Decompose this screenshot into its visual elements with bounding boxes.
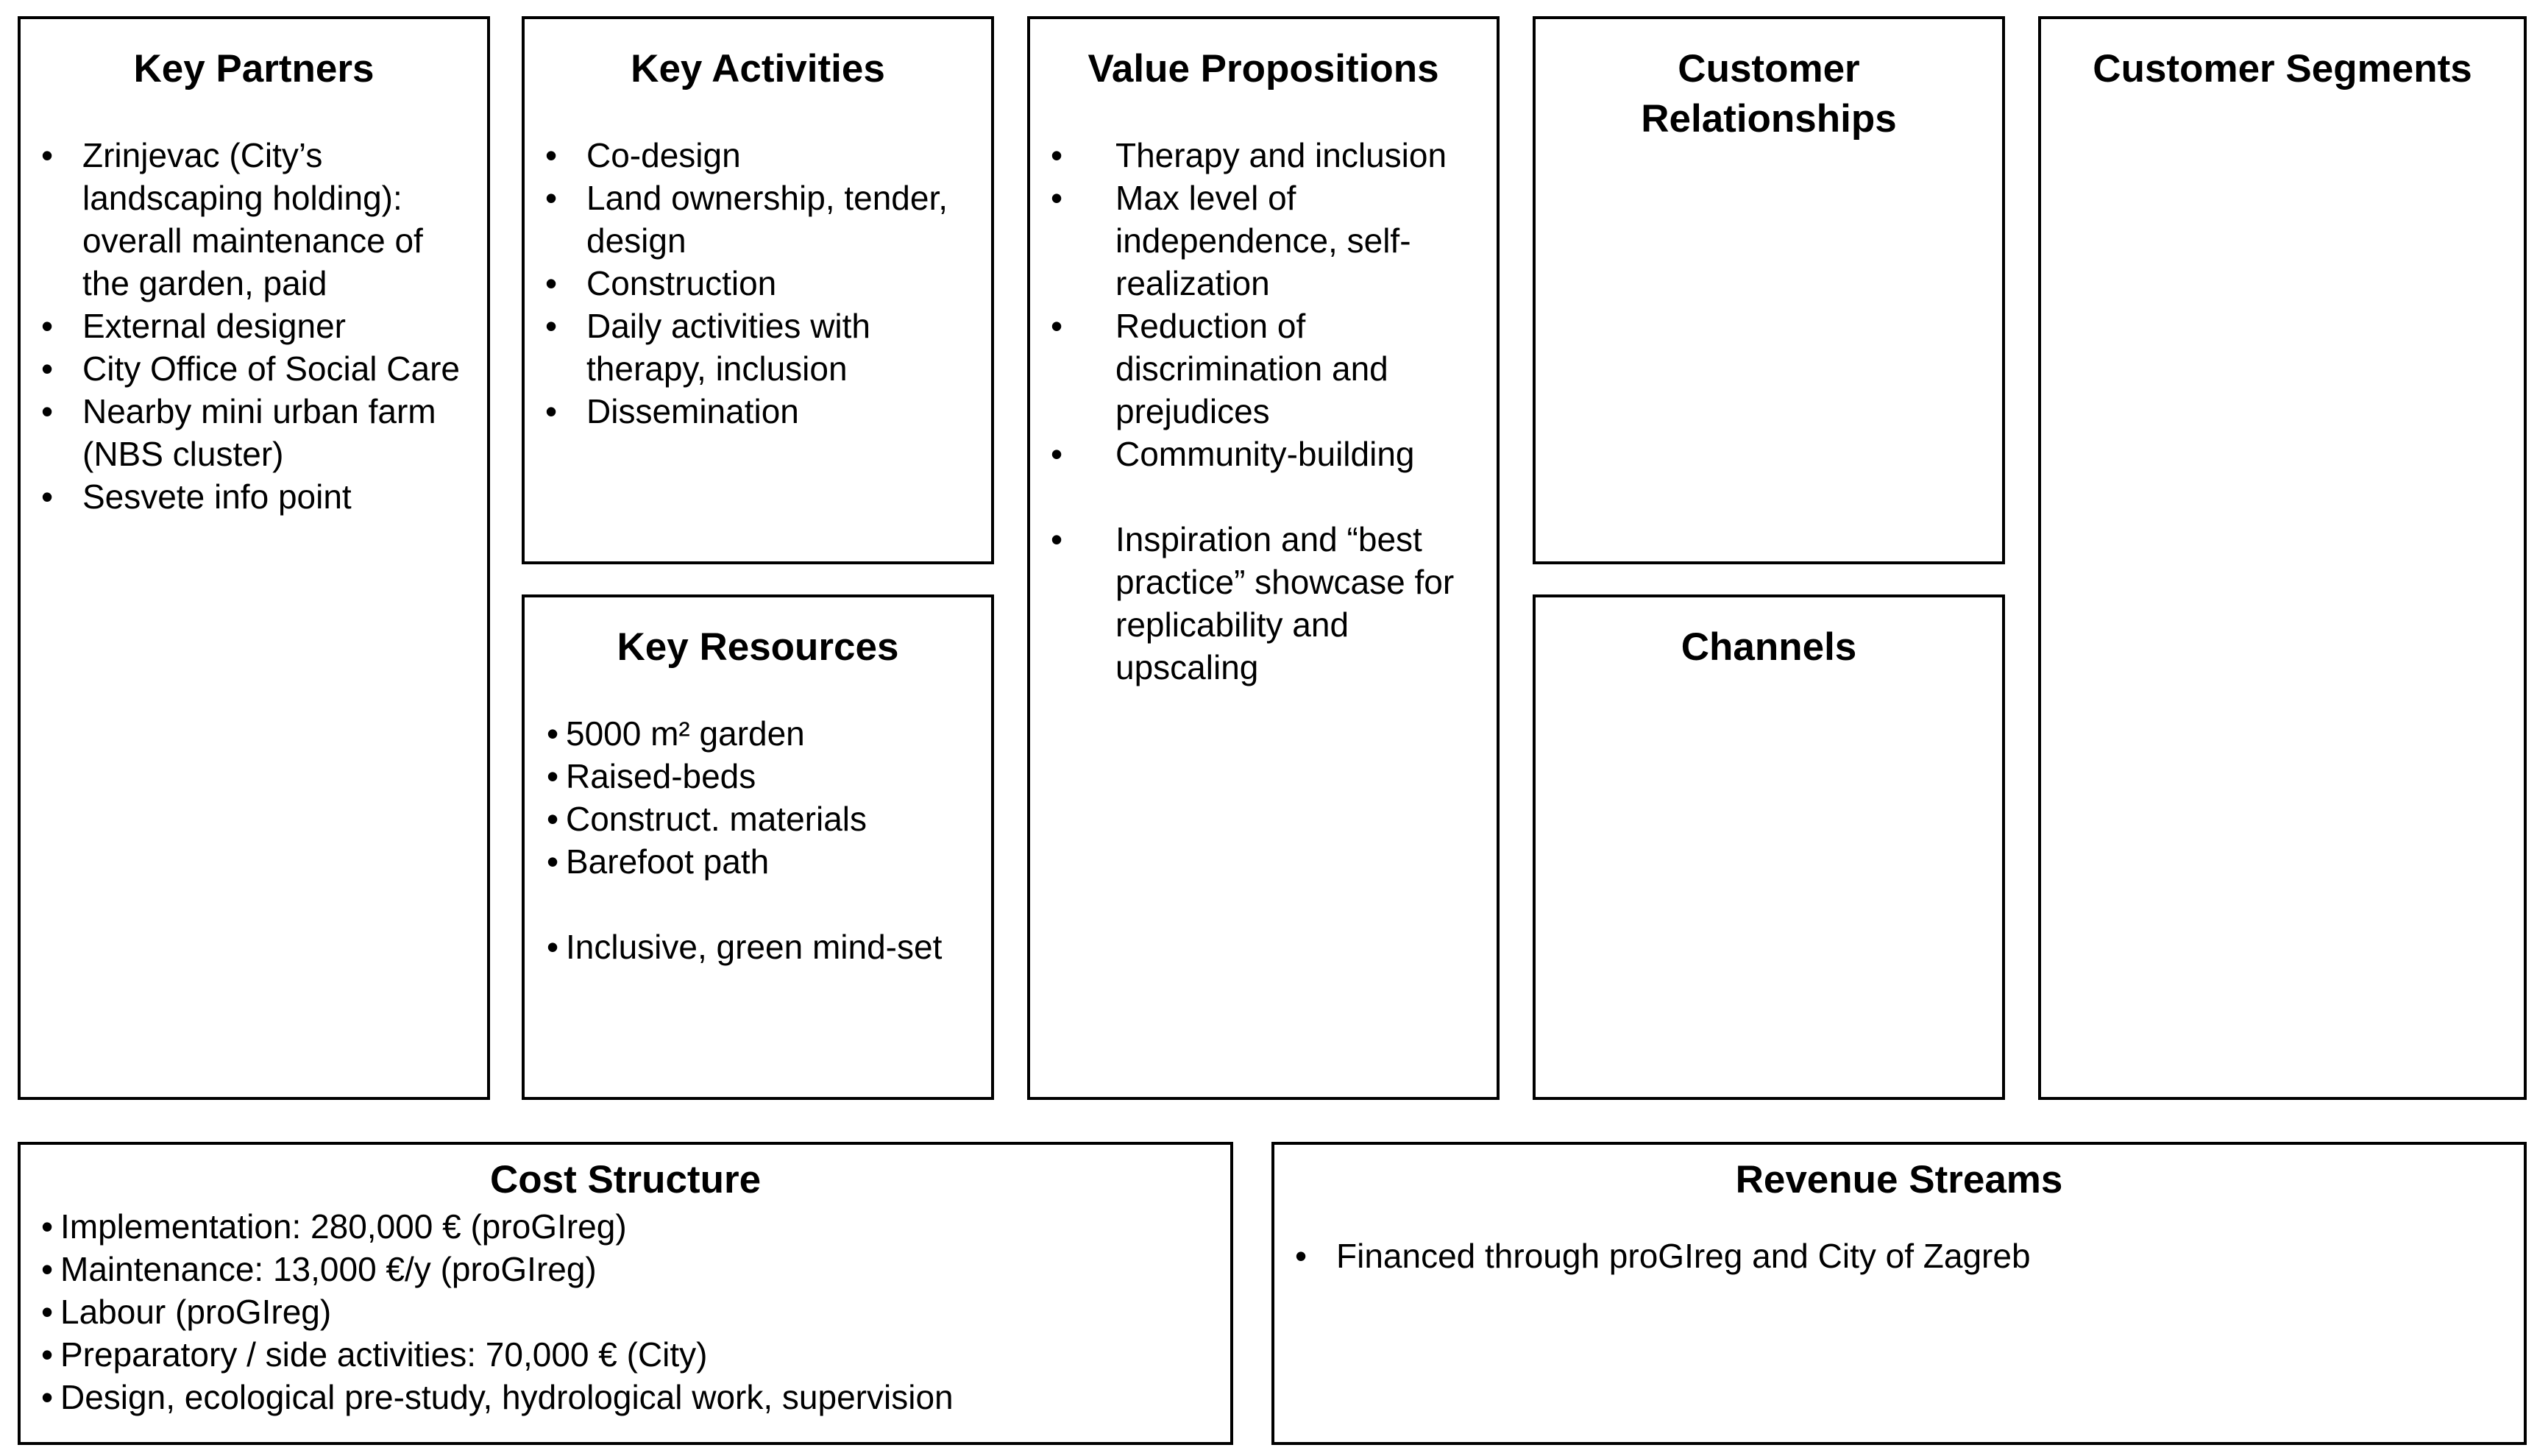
key-activities-list — [545, 134, 976, 433]
list-item: • Design, ecological pre-study, hydrological work, supervision — [41, 1376, 1216, 1418]
list-item: • Implementation: 280,000 € (proGIreg) — [41, 1205, 1216, 1248]
revenue-streams-title: Revenue Streams — [1735, 1158, 2063, 1201]
list-item: • Inclusive, green mind-set — [547, 926, 976, 968]
cost-structure-list — [41, 1205, 1216, 1418]
list-item: • Nearby mini urban farm (NBS cluster) — [41, 390, 472, 475]
list-item: • Daily activities with therapy, inclusion — [545, 305, 976, 390]
customer-relationships-title-line2: Relationships — [1641, 97, 1897, 141]
key-partners-list — [41, 134, 472, 518]
list-item: • Barefoot path — [547, 840, 976, 883]
value-propositions-list — [1051, 134, 1482, 689]
list-item: • Construction — [545, 262, 976, 305]
list-item: • Land ownership, tender, design — [545, 177, 976, 262]
list-item: • Labour (proGIreg) — [41, 1290, 1216, 1333]
key-resources-list — [547, 712, 976, 968]
key-partners-box — [18, 16, 490, 1100]
value-propositions-title: Value Propositions — [1087, 47, 1439, 90]
list-item: • Raised-beds — [547, 755, 976, 798]
list-item: • Preparatory / side activities: 70,000 € (City) — [41, 1333, 1216, 1376]
customer-relationships-title-line1: Customer — [1678, 47, 1860, 90]
customer-relationships-box — [1533, 16, 2005, 564]
channels-title: Channels — [1681, 625, 1857, 669]
list-item: • Co-design — [545, 134, 976, 177]
list-item: • Zrinjevac (City’s landscaping holding): overall maintenance of the garden, paid — [41, 134, 472, 305]
list-item: • Financed through proGIreg and City of Zagreb — [1295, 1235, 2509, 1277]
list-item: • Maintenance: 13,000 €/y (proGIreg) — [41, 1248, 1216, 1290]
list-item: • Dissemination — [545, 390, 976, 433]
key-resources-box — [522, 594, 994, 1100]
customer-relationships-title — [1536, 44, 2002, 144]
key-activities-title: Key Activities — [631, 47, 885, 90]
key-resources-title: Key Resources — [617, 625, 899, 669]
list-item: • Construct. materials — [547, 798, 976, 840]
list-item: • Therapy and inclusion — [1051, 134, 1482, 177]
list-item: • 5000 m² garden — [547, 712, 976, 755]
revenue-streams-box — [1271, 1142, 2527, 1445]
customer-segments-box — [2038, 16, 2527, 1100]
list-item: • Reduction of discrimination and prejudices — [1051, 305, 1482, 433]
list-item: • External designer — [41, 305, 472, 347]
list-item: • City Office of Social Care — [41, 347, 472, 390]
list-item: • Max level of independence, self-realization — [1051, 177, 1482, 305]
list-item: • Sesvete info point — [41, 475, 472, 518]
cost-structure-title: Cost Structure — [489, 1158, 762, 1201]
value-propositions-box — [1027, 16, 1500, 1100]
key-partners-title: Key Partners — [133, 47, 375, 90]
revenue-streams-list — [1295, 1235, 2509, 1277]
list-item: • Inspiration and “best practice” showcase for replicability and upscaling — [1051, 518, 1482, 689]
customer-segments-title: Customer Segments — [2093, 47, 2472, 90]
list-item: • Community-building — [1051, 433, 1482, 475]
cost-structure-box — [18, 1142, 1233, 1445]
channels-box — [1533, 594, 2005, 1100]
key-activities-box — [522, 16, 994, 564]
